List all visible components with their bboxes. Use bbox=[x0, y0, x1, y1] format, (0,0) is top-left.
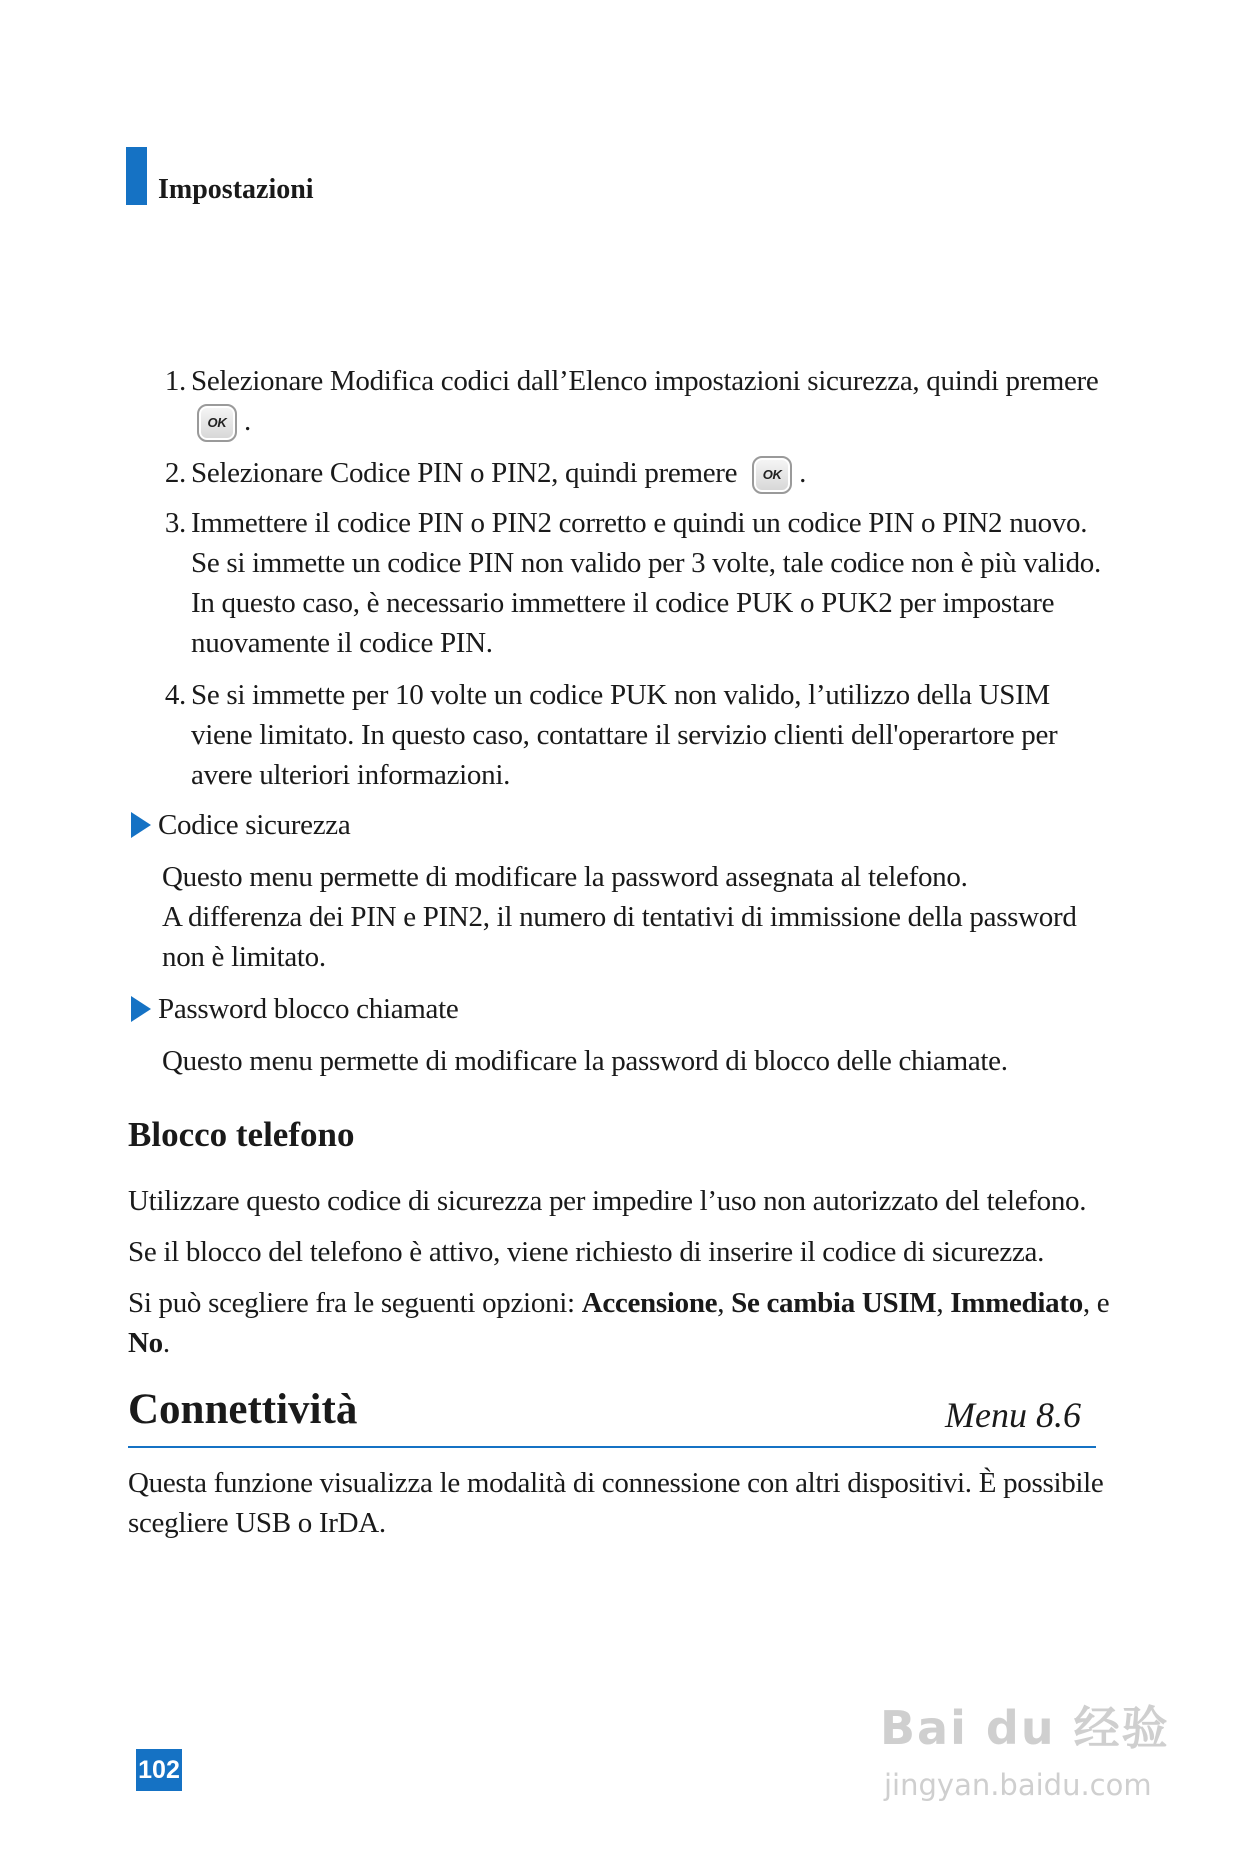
step-2-period: . bbox=[799, 457, 807, 489]
blocco-paragraph-3 bbox=[128, 1283, 1109, 1323]
blocco-paragraph-3-end bbox=[128, 1323, 170, 1363]
triangle-bullet-icon bbox=[131, 812, 151, 838]
subsection-title-codice-sicurezza: Codice sicurezza bbox=[158, 809, 351, 841]
connettivita-line-1: Questa funzione visualizza le modalità di connessione con altri dispositivi. È possibile bbox=[128, 1467, 1104, 1499]
watermark-logo: Bai du 经验 bbox=[880, 1701, 1170, 1755]
step-4-line-2: viene limitato. In questo caso, contattare il servizio clienti dell'operartore per bbox=[191, 719, 1058, 751]
options-period: . bbox=[162, 1327, 170, 1359]
step-3-line-2: Se si immette un codice PIN non valido per 3 volte, tale codice non è più valido. bbox=[191, 547, 1101, 579]
menu-reference: Menu 8.6 bbox=[945, 1395, 1081, 1435]
step-3-number: 3. bbox=[164, 507, 186, 539]
blocco-paragraph-1: Utilizzare questo codice di sicurezza per impedire l’uso non autorizzato del telefono. bbox=[128, 1185, 1087, 1217]
codice-sicurezza-line-3: non è limitato. bbox=[162, 941, 326, 973]
watermark-url: jingyan.baidu.com bbox=[884, 1768, 1152, 1802]
connettivita-line-2: scegliere USB o IrDA. bbox=[128, 1507, 386, 1539]
triangle-bullet-icon bbox=[131, 996, 151, 1022]
options-comma-1: , bbox=[717, 1287, 732, 1319]
section-divider bbox=[128, 1446, 1096, 1448]
password-blocco-line-1: Questo menu permette di modificare la password di blocco delle chiamate. bbox=[162, 1045, 1008, 1077]
codice-sicurezza-line-1: Questo menu permette di modificare la password assegnata al telefono. bbox=[162, 861, 968, 893]
codice-sicurezza-line-2: A differenza dei PIN e PIN2, il numero di tentativi di immissione della password bbox=[162, 901, 1077, 933]
step-3-line-4: nuovamente il codice PIN. bbox=[191, 627, 493, 659]
step-3-line-1: Immettere il codice PIN o PIN2 corretto e quindi un codice PIN o PIN2 nuovo. bbox=[191, 507, 1088, 539]
step-2-text-before: Selezionare Codice PIN o PIN2, quindi premere bbox=[191, 457, 738, 489]
options-and: , e bbox=[1082, 1287, 1110, 1319]
step-4-line-1: Se si immette per 10 volte un codice PUK non valido, l’utilizzo della USIM bbox=[191, 679, 1050, 711]
subsection-title-password-blocco: Password blocco chiamate bbox=[158, 993, 459, 1025]
ok-key-icon: OK bbox=[197, 404, 237, 442]
step-3-line-3: In questo caso, è necessario immettere il codice PUK o PUK2 per impostare bbox=[191, 587, 1055, 619]
page-number: 102 bbox=[136, 1749, 182, 1791]
step-2-text bbox=[191, 453, 806, 494]
option-no: No bbox=[128, 1327, 163, 1359]
page-header-title: Impostazioni bbox=[158, 174, 314, 205]
section-marker-bar bbox=[126, 147, 147, 205]
step-1-period: . bbox=[243, 405, 251, 437]
section-heading-connettivita: Connettività bbox=[128, 1386, 358, 1433]
blocco-paragraph-2: Se il blocco del telefono è attivo, viene richiesto di inserire il codice di sicurezza. bbox=[128, 1236, 1045, 1268]
option-accensione: Accensione bbox=[581, 1287, 718, 1319]
blocco-options-intro: Si può scegliere fra le seguenti opzioni: bbox=[128, 1287, 582, 1319]
step-1-ok-line bbox=[197, 401, 251, 442]
section-heading-blocco-telefono: Blocco telefono bbox=[128, 1115, 355, 1154]
step-1-number: 1. bbox=[164, 365, 186, 397]
option-immediato: Immediato bbox=[950, 1287, 1083, 1319]
step-4-number: 4. bbox=[164, 679, 186, 711]
step-1-text: Selezionare Modifica codici dall’Elenco impostazioni sicurezza, quindi premere bbox=[191, 365, 1099, 397]
step-2-number: 2. bbox=[164, 457, 186, 489]
option-se-cambia-usim: Se cambia USIM bbox=[731, 1287, 937, 1319]
step-4-line-3: avere ulteriori informazioni. bbox=[191, 759, 511, 791]
options-comma-2: , bbox=[936, 1287, 951, 1319]
ok-key-icon: OK bbox=[752, 456, 792, 494]
